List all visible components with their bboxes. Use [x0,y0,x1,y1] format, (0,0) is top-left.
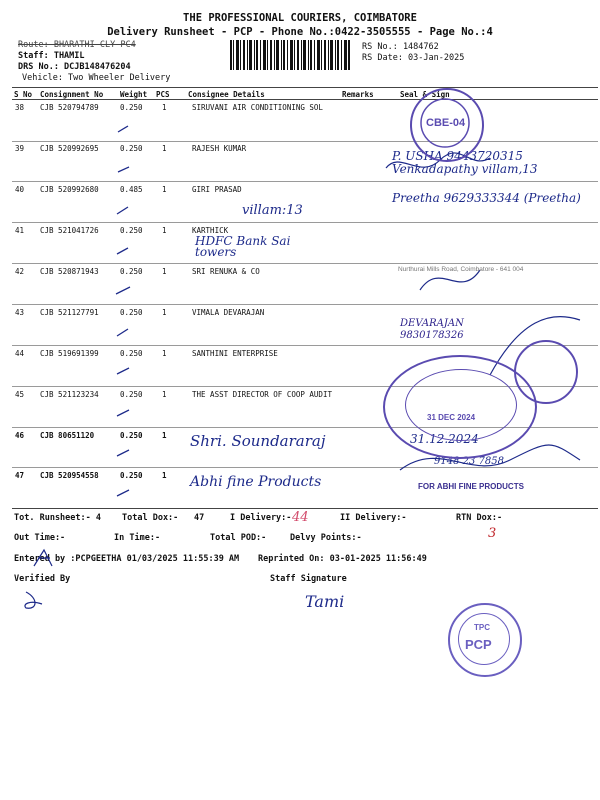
row-consignment: CJB 520871943 [40,267,99,276]
renuka-stamp: Nurthurai Mills Road, Coimbatore - 641 004 [398,266,524,273]
col-consignee: Consignee Details [188,90,265,99]
row-consignment: CJB 520992680 [40,185,99,194]
row-sno: 40 [15,185,25,194]
hand-row40-sign: Preetha 9629333344 (Preetha) [392,191,581,205]
drs-number: DRS No.: DCJB148476204 [18,62,131,72]
hand-row46-phone: 9148 23 7858 [434,456,504,467]
rtn-dox-label: RTN Dox:- [456,513,503,523]
row-sno: 46 [15,431,25,440]
abhi-stamp: FOR ABHI FINE PRODUCTS [418,482,524,491]
total-pod-label: Total POD:- [210,533,267,543]
row-consignee: GIRI PRASAD [192,185,242,194]
i-delivery-value: 44 [292,510,309,525]
entered-mark [30,548,60,570]
vehicle-label: Vehicle: Two Wheeler Delivery [22,73,171,83]
row-consignee: SIRUVANI AIR CONDITIONING SOL [192,103,323,112]
col-remarks: Remarks [342,90,374,99]
row-pcs: 1 [162,226,167,235]
table-top-rule [12,87,598,88]
i-delivery-label: I Delivery:- [230,513,292,523]
row-weight: 0.250 [120,103,143,112]
delvy-points-label: Delvy Points:- [290,533,362,543]
coop-stamp-inner [405,369,517,441]
row-sno: 38 [15,103,25,112]
row-sno: 39 [15,144,25,153]
pcp-stamp [448,603,522,677]
row-consignment: CJB 520794789 [40,103,99,112]
row-consignment: CJB 520954558 [40,471,99,480]
reprinted-on: Reprinted On: 03-01-2025 11:56:49 [258,554,427,564]
hand-row46-date: 31.12.2024 [410,432,479,446]
row-sno: 45 [15,390,25,399]
row-consignment: CJB 80651120 [40,431,95,440]
tot-runsheet: Tot. Runsheet:- 4 [14,513,101,523]
staff-label: Staff: THAMIL [18,51,85,61]
out-time-label: Out Time:- [14,533,66,543]
staff-signature: Tami [305,592,345,611]
row-consignment: CJB 521123234 [40,390,99,399]
row-weight: 0.250 [120,308,143,317]
rs-date: RS Date: 03-Jan-2025 [362,53,465,63]
row-consignee: THE ASST DIRECTOR OF COOP AUDIT [192,390,332,399]
row-consignee: RAJESH KUMAR [192,144,247,153]
company-title: THE PROFESSIONAL COURIERS, COIMBATORE [183,12,417,24]
barcode-graphic [230,40,350,70]
row-weight: 0.250 [120,349,143,358]
row-pcs: 1 [162,103,167,112]
pcp-stamp-text: PCP [465,637,492,652]
row-consignee: VIMALA DEVARAJAN [192,308,265,317]
row-consignee: SRI RENUKA & CO [192,267,260,276]
cbe-stamp-text: CBE-04 [426,117,466,129]
row-weight: 0.250 [120,144,143,153]
table-header-rule [12,99,598,100]
row-consignee: SANTHINI ENTERPRISE [192,349,278,358]
row-consignment: CJB 519691399 [40,349,99,358]
row-weight: 0.250 [120,390,143,399]
hand-row43-sign: DEVARAJAN 9830178326 [400,318,464,341]
col-seal-sign: Seal & Sign [400,90,450,99]
row-sno: 44 [15,349,25,358]
tick-marks [112,110,142,500]
row-weight: 0.250 [120,226,143,235]
row-consignment: CJB 521041726 [40,226,99,235]
barcode [230,40,350,70]
verified-mark [20,588,50,612]
cbe-stamp [410,88,484,162]
row-consignment: CJB 521127791 [40,308,99,317]
verified-by: Verified By [14,574,71,584]
row-weight: 0.250 [120,471,143,480]
col-pcs: PCS [156,90,170,99]
row-weight: 0.250 [120,431,143,440]
ii-delivery-label: II Delivery:- [340,513,407,523]
row-sno: 41 [15,226,25,235]
hand-row39-sign: P. USHA 9443720315 Venkadapathy villam,13 [392,149,538,176]
row-pcs: 1 [162,431,167,440]
row-consignee: KARTHICK [192,226,229,235]
row-pcs: 1 [162,308,167,317]
rs-number: RS No.: 1484762 [362,42,439,52]
coop-stamp-date: 31 DEC 2024 [427,413,476,422]
santhini-stamp [514,340,578,404]
route-label: Route: BHARATHI CLY PC4 [18,40,136,50]
total-dox-label: Total Dox:- [122,513,179,523]
runsheet-subtitle: Delivery Runsheet - PCP - Phone No.:0422-3505555 - Page No.:4 [107,26,493,38]
pcp-stamp-ring: TPC [474,623,490,632]
row-pcs: 1 [162,349,167,358]
row-weight: 0.250 [120,267,143,276]
row-sno: 43 [15,308,25,317]
hand-row46-note: Shri. Soundararaj [190,432,326,450]
row-pcs: 1 [162,471,167,480]
row-pcs: 1 [162,390,167,399]
entered-by: Entered by :PCPGEETHA 01/03/2025 11:55:39 AM [14,554,240,564]
staff-signature-label: Staff Signature [270,574,347,584]
rtn-dox-value: 3 [488,526,497,541]
col-sno: S No [14,90,33,99]
row-pcs: 1 [162,144,167,153]
hand-row40-note: villam:13 [242,203,303,218]
hand-row41-note: HDFC Bank Sai towers [195,234,291,259]
total-dox-value: 47 [194,513,205,523]
in-time-label: In Time:- [114,533,161,543]
hand-row47-note: Abhi fine Products [190,474,322,490]
row-pcs: 1 [162,267,167,276]
row-sno: 42 [15,267,25,276]
row-consignment: CJB 520992695 [40,144,99,153]
row-pcs: 1 [162,185,167,194]
col-weight: Weight [120,90,148,99]
row-sno: 47 [15,471,25,480]
col-consignment: Consignment No [40,90,104,99]
row-weight: 0.485 [120,185,143,194]
